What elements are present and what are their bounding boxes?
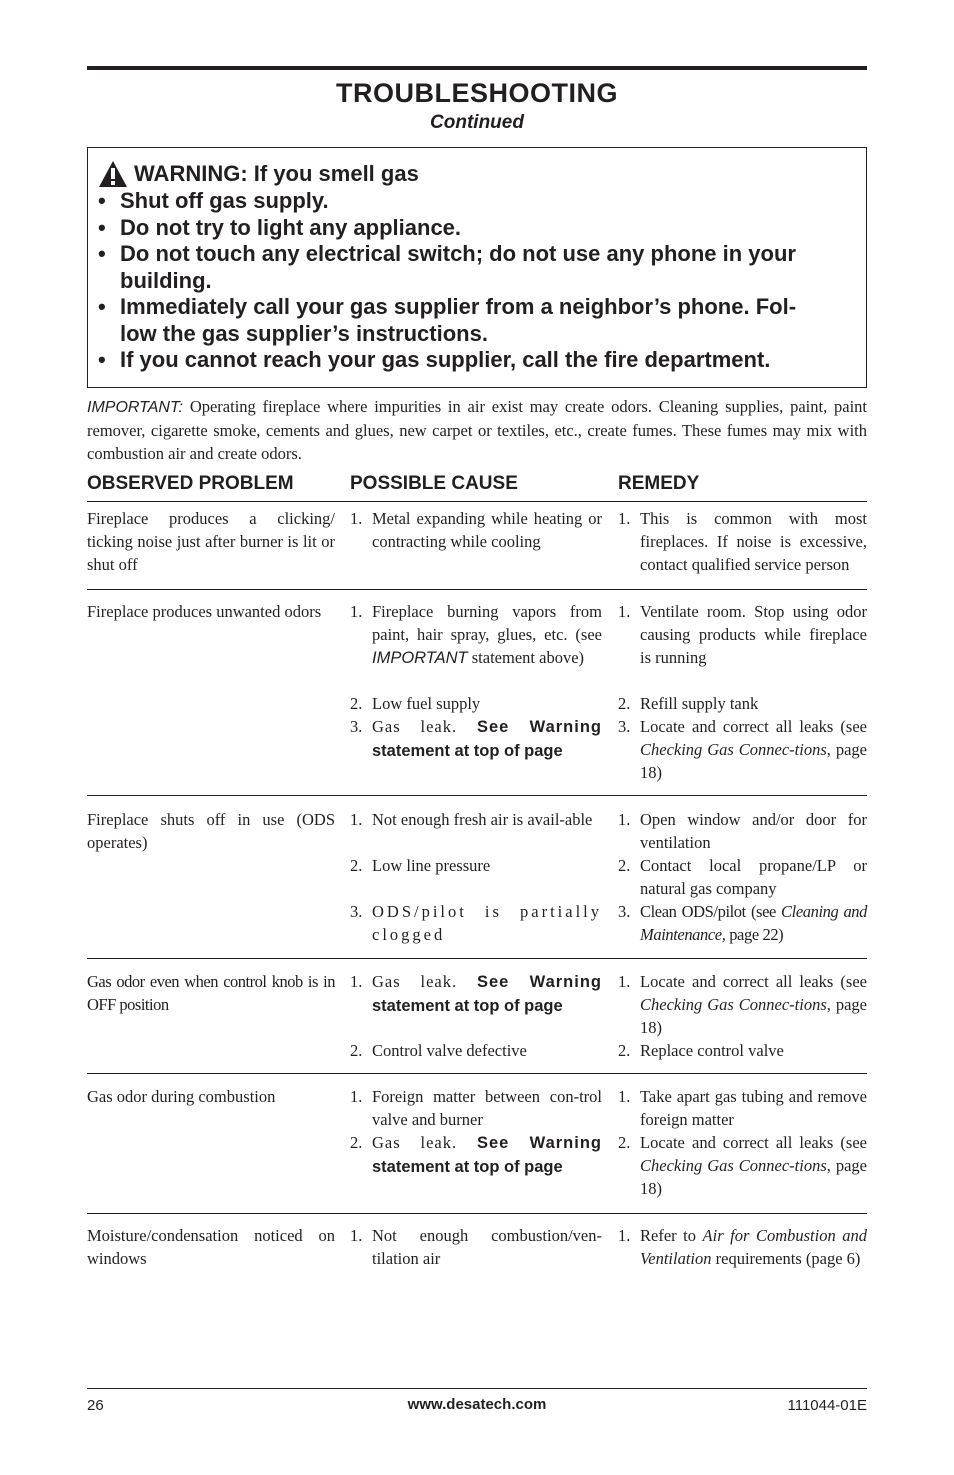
row-6-problem: Moisture/condensation noticed on windows	[87, 1226, 335, 1268]
row-2-cause-1: 1. Fireplace burning vapors from paint, hair spray, glues, etc. (see IMPORTANT statement above)	[350, 602, 602, 667]
page-title: TROUBLESHOOTING	[336, 78, 618, 108]
row-3-remedy-3: 3. Clean ODS/pilot (see Cleaning and Maintenance, page 22)	[618, 902, 867, 944]
row-3-remedy-1: 1. Open window and/or door for ventilation	[618, 810, 867, 852]
row-4-cause-1: 1. Gas leak. See Warning statement at top of page	[350, 972, 602, 1015]
row-4-remedy-1: 1. Locate and correct all leaks (see Checking Gas Connec-tions, page 18)	[618, 972, 867, 1037]
warning-list	[98, 188, 858, 374]
row-4-remedy-2: 2. Replace control valve	[618, 1041, 784, 1060]
important-note	[87, 395, 867, 465]
warning-item: • Shut off gas supply.	[98, 188, 329, 213]
row-2-remedy-2: 2. Refill supply tank	[618, 694, 759, 713]
warning-heading-row	[98, 160, 419, 188]
row-divider	[87, 1073, 867, 1074]
row-2-problem: Fireplace produces unwanted odors	[87, 602, 322, 621]
row-6-remedy-1: 1. Refer to Air for Combustion and Ventilation requirements (page 6)	[618, 1226, 867, 1268]
column-header-cause: POSSIBLE CAUSE	[350, 473, 518, 494]
column-header-problem: OBSERVED PROBLEM	[87, 473, 294, 494]
warning-heading: WARNING: If you smell gas	[134, 161, 419, 186]
header-rule	[87, 501, 867, 502]
page-number: 26	[87, 1397, 104, 1414]
row-2-remedy-3: 3. Locate and correct all leaks (see Checking Gas Connec-tions, page 18)	[618, 717, 867, 782]
warning-item: • Do not try to light any appliance.	[98, 214, 462, 240]
footer-rule	[87, 1388, 867, 1389]
row-2-remedy-1: 1. Ventilate room. Stop using odor causing products while fireplace is running	[618, 602, 867, 667]
warning-item: • Do not touch any electrical switch; do not use any phone in your building.	[98, 241, 796, 293]
row-2-cause-2: 2. Low fuel supply	[350, 694, 481, 713]
warning-item: • If you cannot reach your gas supplier, call the fire department.	[98, 347, 771, 372]
warning-box	[87, 147, 867, 388]
row-4-problem: Gas odor even when control knob is in OFF position	[87, 972, 335, 1014]
row-1-cause-1: 1. Metal expanding while heating or contracting while cooling	[350, 509, 602, 551]
row-2-cause-3: 3. Gas leak. See Warning statement at top of page	[350, 717, 602, 760]
row-divider	[87, 795, 867, 796]
row-5-remedy-2: 2. Locate and correct all leaks (see Checking Gas Connec-tions, page 18)	[618, 1133, 867, 1198]
row-3-cause-3: 3. ODS/pilot is partially clogged	[350, 902, 602, 944]
footer-website: www.desatech.com	[407, 1396, 547, 1413]
row-5-problem: Gas odor during combustion	[87, 1087, 276, 1106]
column-header-remedy: REMEDY	[618, 473, 700, 494]
row-divider	[87, 589, 867, 590]
row-5-cause-2: 2. Gas leak. See Warning statement at top of page	[350, 1133, 602, 1176]
page-subtitle: Continued	[430, 112, 524, 133]
warning-item: • Immediately call your gas supplier from a neighbor’s phone. Fol- low the gas supplier’s instructions.	[98, 294, 797, 346]
row-6-cause-1: 1. Not enough combustion/ven-tilation air	[350, 1226, 602, 1268]
row-1-remedy-1: 1. This is common with most fireplaces. If noise is excessive, contact qualified service person	[618, 509, 867, 574]
row-divider	[87, 1213, 867, 1214]
warning-triangle-icon	[98, 160, 128, 188]
row-3-cause-1: 1. Not enough fresh air is avail-able	[350, 810, 593, 829]
row-3-cause-2: 2. Low line pressure	[350, 856, 491, 875]
row-divider	[87, 958, 867, 959]
row-4-cause-2: 2. Control valve defective	[350, 1041, 527, 1060]
important-text: Operating fireplace where impurities in air exist may create odors. Cleaning supplies, paint, paint remover, cigarette smoke, cements and glues, new carpet or textiles, etc., create fumes. These fumes may mix with combustion air and create odors.	[87, 397, 867, 463]
row-5-remedy-1: 1. Take apart gas tubing and remove foreign matter	[618, 1087, 867, 1129]
important-lead: IMPORTANT:	[87, 399, 183, 416]
row-5-cause-1: 1. Foreign matter between con-trol valve and burner	[350, 1087, 602, 1129]
row-1-problem: Fireplace produces a clicking/ ticking noise just after burner is lit or shut off	[87, 509, 335, 574]
document-number: 111044-01E	[787, 1397, 867, 1414]
row-3-remedy-2: 2. Contact local propane/LP or natural gas company	[618, 856, 867, 898]
top-rule	[87, 66, 867, 70]
row-3-problem: Fireplace shuts off in use (ODS operates)	[87, 810, 335, 852]
